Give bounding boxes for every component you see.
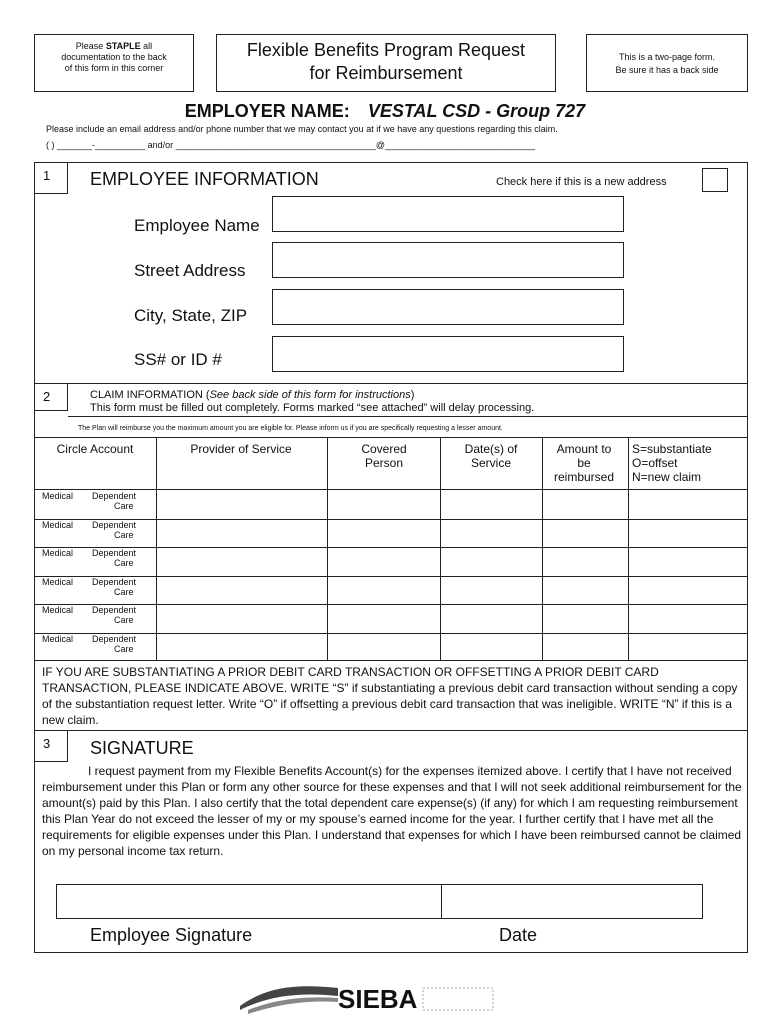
dependent-care-option[interactable]: Dependent bbox=[92, 491, 137, 501]
dependent-care-option-suffix[interactable]: Care bbox=[114, 586, 134, 597]
claim-amount-cell[interactable] bbox=[543, 519, 628, 548]
claim-code-cell[interactable] bbox=[629, 547, 748, 576]
contact-entry-line[interactable]: ( ) _______-__________ and/or ________________________________________@______________________________ bbox=[46, 140, 536, 150]
claim-amount-cell[interactable] bbox=[543, 547, 628, 576]
col-covered-2: Person bbox=[364, 456, 404, 470]
sieba-logo-text: SIEBA bbox=[338, 984, 418, 1014]
claim-info-title-end: ) bbox=[410, 389, 415, 401]
claim-amount-cell[interactable] bbox=[543, 490, 628, 519]
plan-reimburse-note: The Plan will reimburse you the maximum amount you are eligible for. Please inform us if you are specifically requesting a lesser amount. bbox=[78, 425, 503, 432]
claim-dates-cell[interactable] bbox=[441, 519, 542, 548]
section-3-title: SIGNATURE bbox=[90, 738, 194, 758]
col-amount-1: Amount to bbox=[556, 442, 612, 456]
claim-dates-cell[interactable] bbox=[441, 633, 542, 662]
medical-option[interactable]: Medical bbox=[42, 548, 74, 558]
col-code bbox=[632, 442, 744, 484]
col-covered-person bbox=[330, 442, 438, 470]
claim-provider-cell[interactable] bbox=[157, 604, 327, 633]
claim-covered-cell[interactable] bbox=[328, 519, 440, 548]
claim-code-cell[interactable] bbox=[629, 633, 748, 662]
dependent-care-option-suffix[interactable]: Care bbox=[114, 501, 134, 511]
medical-option[interactable]: Medical bbox=[42, 519, 74, 530]
claim-info-subtitle: This form must be filled out completely. Forms marked “see attached” will delay processing. bbox=[90, 402, 535, 414]
staple-prefix: Please bbox=[75, 41, 106, 51]
form-title-line-1: Flexible Benefits Program Request bbox=[246, 40, 526, 60]
col-code-o: O=offset bbox=[632, 456, 678, 470]
dependent-care-option-suffix[interactable]: Care bbox=[114, 615, 134, 625]
claim-covered-cell[interactable] bbox=[328, 490, 440, 519]
col-dates-1: Date(s) of bbox=[464, 442, 518, 456]
claim-provider-cell[interactable] bbox=[157, 576, 327, 605]
col-code-n: N=new claim bbox=[632, 470, 702, 484]
circle-account-options[interactable] bbox=[42, 491, 152, 513]
claim-provider-cell[interactable] bbox=[157, 490, 327, 519]
col-covered-1: Covered bbox=[361, 442, 407, 456]
new-address-checkbox[interactable] bbox=[702, 168, 728, 192]
col-circle-account: Circle Account bbox=[56, 442, 134, 456]
ssn-id-label: SS# or ID # bbox=[134, 350, 222, 369]
claim-info-title: CLAIM INFORMATION ( bbox=[90, 389, 210, 401]
col-code-s: S=substantiate bbox=[632, 442, 712, 456]
section-1-title: EMPLOYEE INFORMATION bbox=[90, 169, 319, 189]
medical-option[interactable]: Medical bbox=[42, 605, 74, 615]
dependent-care-option[interactable]: Dependent bbox=[92, 633, 137, 644]
claim-code-cell[interactable] bbox=[629, 576, 748, 605]
claim-dates-cell[interactable] bbox=[441, 576, 542, 605]
dependent-care-option[interactable]: Dependent bbox=[92, 605, 137, 615]
col-dates-2: Service bbox=[470, 456, 511, 470]
claim-provider-cell[interactable] bbox=[157, 519, 327, 548]
claim-amount-cell[interactable] bbox=[543, 633, 628, 662]
claim-dates-cell[interactable] bbox=[441, 547, 542, 576]
claim-covered-cell[interactable] bbox=[328, 604, 440, 633]
employer-value: VESTAL CSD - Group 727 bbox=[367, 101, 586, 121]
medical-option[interactable]: Medical bbox=[42, 576, 74, 587]
staple-suffix: all bbox=[140, 41, 153, 51]
city-state-zip-field[interactable] bbox=[272, 289, 624, 325]
two-page-line-2: Be sure it has a back side bbox=[615, 65, 719, 75]
employee-signature-label: Employee Signature bbox=[90, 925, 253, 945]
medical-option[interactable]: Medical bbox=[42, 491, 74, 501]
signature-date-field[interactable] bbox=[443, 885, 702, 918]
employee-name-label: Employee Name bbox=[134, 216, 260, 235]
employee-signature-field[interactable] bbox=[57, 885, 440, 918]
circle-account-options[interactable] bbox=[42, 634, 152, 656]
city-state-zip-label: City, State, ZIP bbox=[134, 306, 248, 325]
dependent-care-option[interactable]: Dependent bbox=[92, 519, 137, 530]
staple-bold: STAPLE bbox=[105, 41, 141, 51]
form-title-box bbox=[216, 34, 556, 92]
claim-dates-cell[interactable] bbox=[441, 604, 542, 633]
employer-label: EMPLOYER NAME: bbox=[184, 101, 350, 121]
claim-code-cell[interactable] bbox=[629, 519, 748, 548]
dependent-care-option[interactable]: Dependent bbox=[92, 548, 137, 558]
form-title-line-2: for Reimbursement bbox=[309, 63, 463, 83]
employee-name-field[interactable] bbox=[272, 196, 624, 232]
staple-notice-box bbox=[34, 34, 194, 92]
staple-line-3: of this form in this corner bbox=[64, 63, 164, 73]
new-address-label: Check here if this is a new address bbox=[496, 176, 667, 188]
street-address-field[interactable] bbox=[272, 242, 624, 278]
section-3-number: 3 bbox=[34, 730, 68, 762]
employer-name-heading bbox=[0, 101, 770, 122]
sieba-logo-graphic bbox=[238, 976, 498, 1016]
claim-covered-cell[interactable] bbox=[328, 576, 440, 605]
ssn-id-field[interactable] bbox=[272, 336, 624, 372]
circle-account-options[interactable] bbox=[42, 577, 152, 599]
claim-info-instructions: See back side of this form for instructions bbox=[209, 389, 411, 401]
col-amount-3: reimbursed bbox=[553, 470, 615, 484]
two-page-notice-box bbox=[586, 34, 748, 92]
contact-instructions: Please include an email address and/or phone number that we may contact you at if we have any questions regarding this claim. bbox=[46, 124, 558, 134]
circle-account-options[interactable] bbox=[42, 520, 152, 542]
dependent-care-option-suffix[interactable]: Care bbox=[114, 558, 134, 568]
dependent-care-option-suffix[interactable]: Care bbox=[114, 643, 134, 654]
street-address-label: Street Address bbox=[134, 261, 246, 280]
claim-code-cell[interactable] bbox=[629, 490, 748, 519]
col-amount-2: be bbox=[577, 456, 591, 470]
claim-amount-cell[interactable] bbox=[543, 576, 628, 605]
claim-provider-cell[interactable] bbox=[157, 633, 327, 662]
substantiate-instructions: IF YOU ARE SUBSTANTIATING A PRIOR DEBIT CARD TRANSACTION OR OFFSETTING A PRIOR DEBIT CARD TRANSACTION, PLEASE INDICATE ABOVE. WRITE “S” if substantiating a previous debit card transaction without sending a copy of the substantiation request letter. Write “O” if offsetting a previous debit card transaction that was ineligible. WRITE “N” if this is a new claim. bbox=[42, 665, 738, 727]
col-provider: Provider of Service bbox=[190, 442, 292, 456]
two-page-line-1: This is a two-page form. bbox=[618, 52, 716, 62]
dependent-care-option-suffix[interactable]: Care bbox=[114, 529, 134, 540]
claim-code-cell[interactable] bbox=[629, 604, 748, 633]
section-2-title bbox=[90, 389, 414, 401]
staple-line-2: documentation to the back bbox=[61, 52, 167, 62]
claim-provider-cell[interactable] bbox=[157, 547, 327, 576]
sieba-logo bbox=[238, 976, 498, 1016]
circle-account-options[interactable] bbox=[42, 605, 152, 627]
medical-option[interactable]: Medical bbox=[42, 633, 74, 644]
claim-amount-cell[interactable] bbox=[543, 604, 628, 633]
col-amount bbox=[544, 442, 624, 484]
certification-paragraph: I request payment from my Flexible Benefits Account(s) for the expenses itemized above. I certify that I have not received reimbursement under this Plan or form any other source for these expenses and that I will not seek additional reimbursement for the amount(s) paid by this Plan. I also certify that the total dependent care expense(s) (if any) for which I am requesting reimbursement this Plan Year do not exceed the lesser of my or my spouse’s earned income for the year. I further certify that I have met all the requirements for eligible expenses under this Plan. I understand that expenses for which I have been reimbursed cannot be claimed on my personal income tax return. bbox=[42, 764, 742, 858]
claim-covered-cell[interactable] bbox=[328, 547, 440, 576]
circle-account-options[interactable] bbox=[42, 548, 152, 570]
dependent-care-option[interactable]: Dependent bbox=[92, 576, 137, 587]
date-label: Date bbox=[499, 925, 538, 945]
section-1-number: 1 bbox=[34, 162, 68, 194]
claim-covered-cell[interactable] bbox=[328, 633, 440, 662]
claim-dates-cell[interactable] bbox=[441, 490, 542, 519]
section-2-number: 2 bbox=[34, 383, 68, 411]
col-dates-of-service bbox=[442, 442, 540, 470]
